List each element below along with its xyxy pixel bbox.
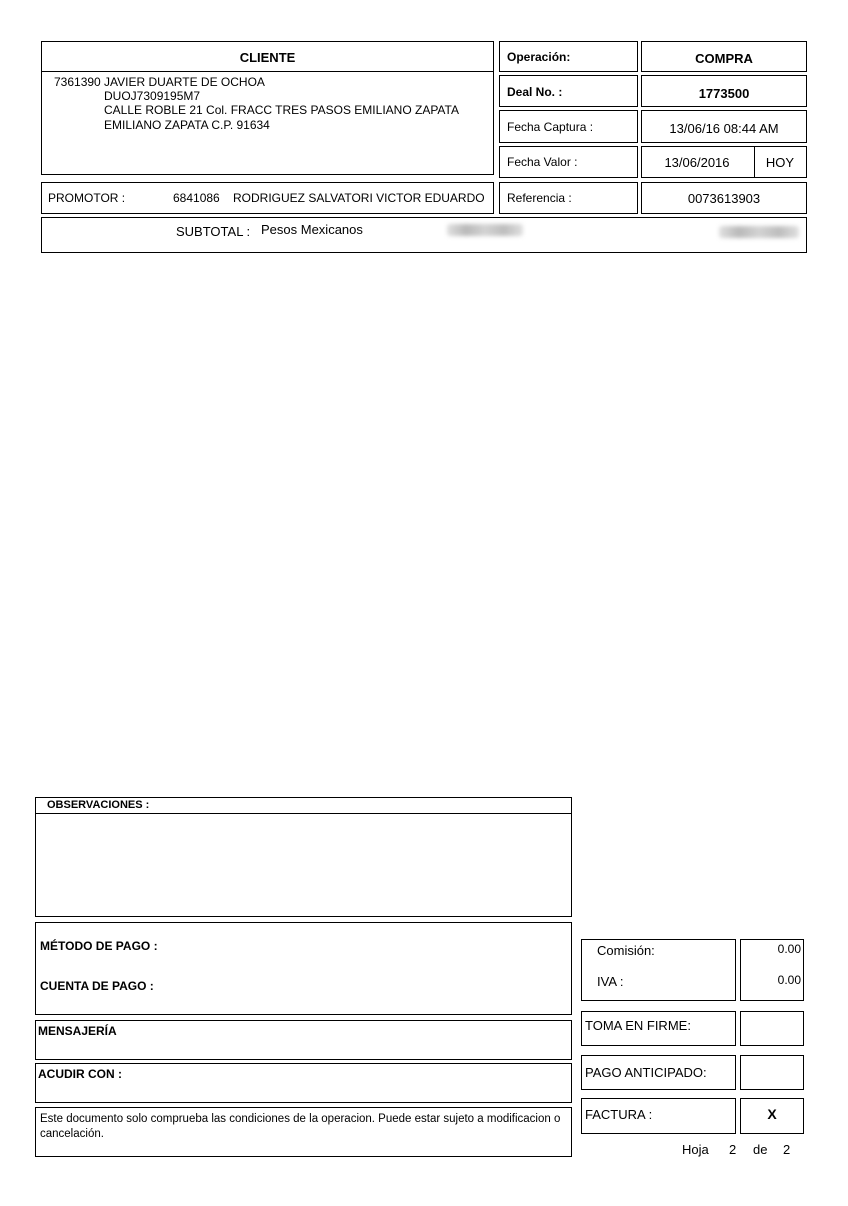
payment-method-label: MÉTODO DE PAGO : <box>40 939 158 953</box>
disclaimer-line2: cancelación. <box>40 1128 104 1140</box>
promoter-name: RODRIGUEZ SALVATORI VICTOR EDUARDO <box>233 191 485 205</box>
reference-label: Referencia : <box>507 191 572 205</box>
value-date-tag: HOY <box>765 155 795 170</box>
client-name: JAVIER DUARTE DE OCHOA <box>104 75 265 89</box>
client-address-line1: CALLE ROBLE 21 Col. FRACC TRES PASOS EMILIANO ZAPATA <box>104 103 459 117</box>
toma-label: TOMA EN FIRME: <box>585 1018 691 1033</box>
capture-date-label: Fecha Captura : <box>507 120 594 134</box>
operation-value: COMPRA <box>695 51 753 66</box>
value-date-label: Fecha Valor : <box>507 155 578 169</box>
iva-value: 0.00 <box>777 973 801 987</box>
factura-mark: X <box>767 1106 777 1122</box>
promoter-label: PROMOTOR : <box>48 191 126 205</box>
subtotal-label: SUBTOTAL : <box>176 224 251 239</box>
client-address-line2: EMILIANO ZAPATA C.P. 91634 <box>104 118 270 132</box>
disclaimer-line1: Este documento solo comprueba las condiciones de la operacion. Puede estar sujeto a modificacion o <box>40 1113 561 1125</box>
capture-date-value: 13/06/16 08:44 AM <box>669 121 779 136</box>
value-date-value: 13/06/2016 <box>664 155 730 170</box>
page-current: 2 <box>729 1142 737 1157</box>
promoter-id: 6841086 <box>173 191 220 205</box>
payment-account-label: CUENTA DE PAGO : <box>40 979 154 993</box>
deal-number: 1773500 <box>698 86 750 101</box>
observaciones-body-box <box>35 813 572 917</box>
page-de-label: de <box>753 1142 768 1157</box>
toma-value-box <box>740 1011 804 1046</box>
page-hoja-label: Hoja <box>682 1142 709 1157</box>
client-header-rule <box>42 71 493 72</box>
subtotal-box <box>41 217 807 253</box>
mensajeria-label: MENSAJERÍA <box>38 1024 117 1038</box>
client-title: CLIENTE <box>239 50 296 65</box>
commission-value: 0.00 <box>777 942 801 956</box>
factura-label: FACTURA : <box>585 1107 653 1122</box>
commission-label: Comisión: <box>597 943 655 958</box>
page-total: 2 <box>783 1142 791 1157</box>
anticipado-label: PAGO ANTICIPADO: <box>585 1065 707 1080</box>
subtotal-amount-redacted <box>447 224 523 236</box>
client-rfc: DUOJ7309195M7 <box>104 89 201 103</box>
subtotal-currency: Pesos Mexicanos <box>261 222 363 237</box>
observaciones-label: OBSERVACIONES : <box>47 799 150 811</box>
payment-box <box>35 922 572 1015</box>
client-number: 7361390 <box>54 75 101 89</box>
deal-label: Deal No. : <box>507 85 563 99</box>
acudir-label: ACUDIR CON : <box>38 1067 122 1081</box>
operation-label: Operación: <box>507 50 571 64</box>
anticipado-value-box <box>740 1055 804 1090</box>
reference-value: 0073613903 <box>687 191 761 206</box>
iva-label: IVA : <box>597 974 624 989</box>
subtotal-total-redacted <box>719 226 799 238</box>
